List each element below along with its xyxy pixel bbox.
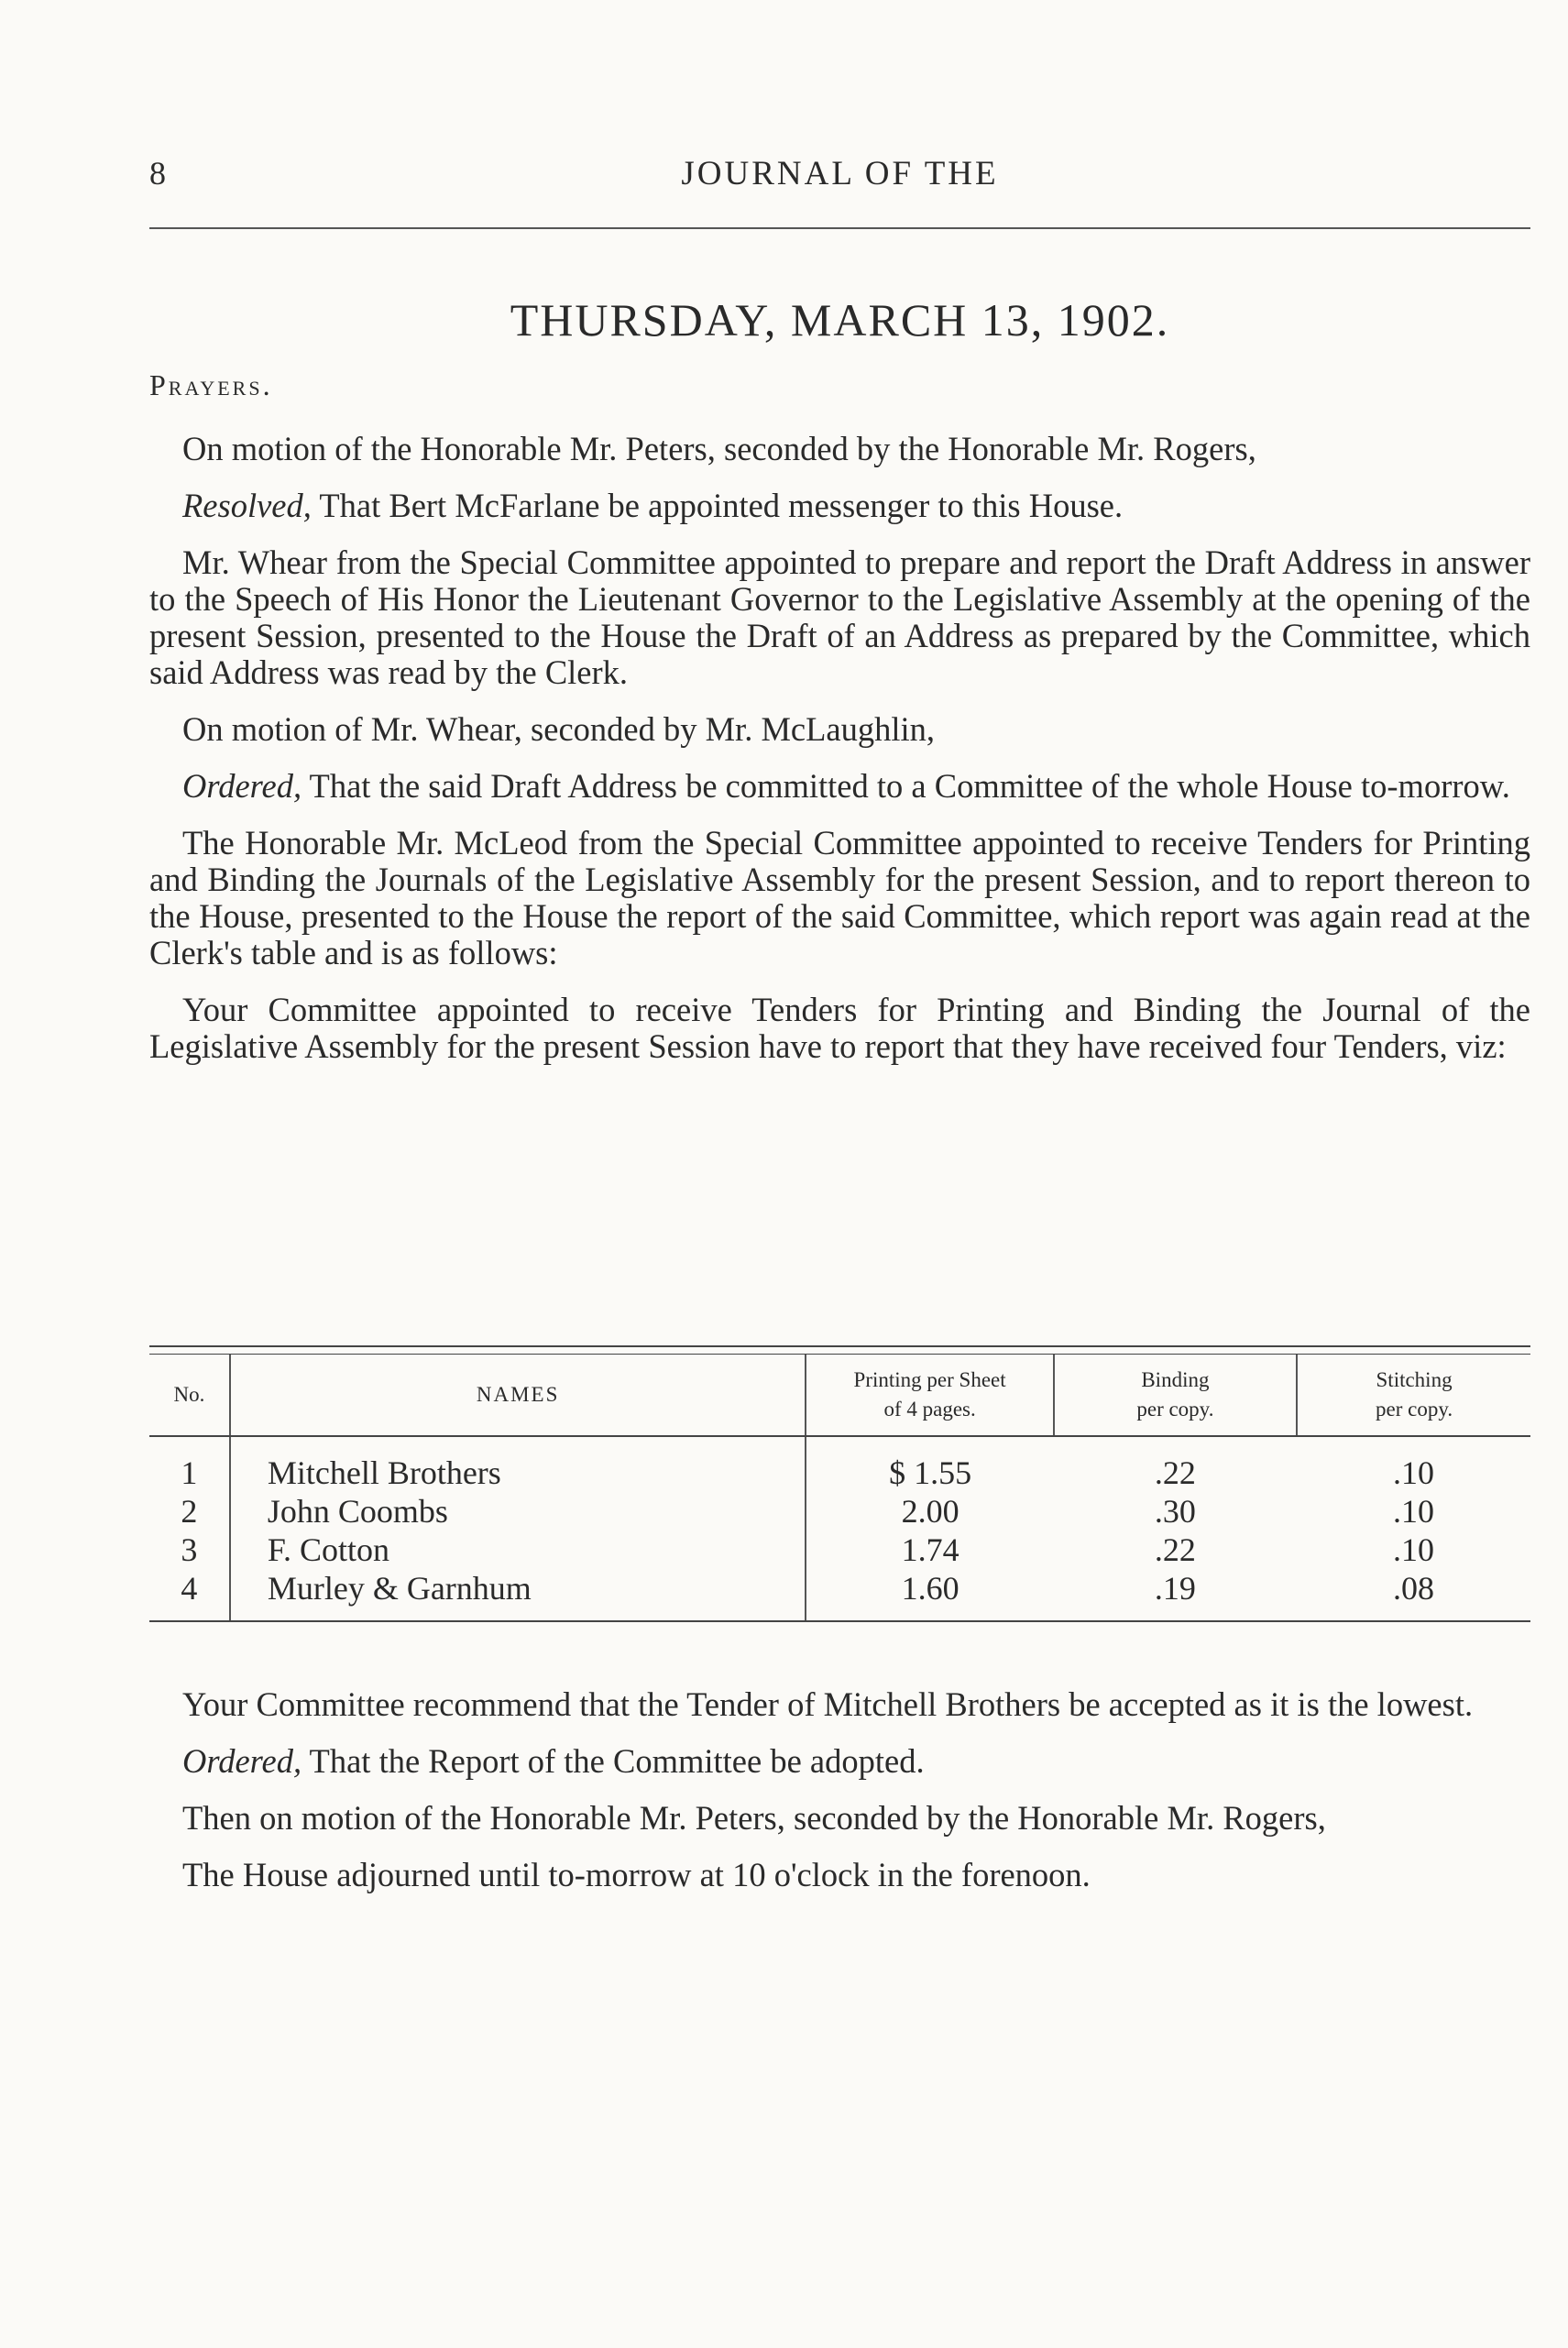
table-row [149, 1436, 1530, 1492]
header-names: NAMES [230, 1355, 806, 1436]
row-no: 2 [181, 1493, 198, 1530]
proceedings-text [149, 431, 1530, 1085]
row-printing: 2.00 [806, 1492, 1053, 1531]
table-row [149, 1492, 1530, 1531]
header-stitching: Stitching per copy. [1297, 1355, 1530, 1436]
paragraph-recommend: Your Committee recommend that the Tender of Mitchell Brothers be accepted as it is the lowest. [182, 1685, 1474, 1723]
running-head [149, 154, 1530, 200]
paragraph-ordered-adopted: Ordered, That the Report of the Committee be adopted. [182, 1742, 925, 1780]
proceedings-text-after [149, 1686, 1530, 1914]
table-header-row [149, 1355, 1530, 1436]
journal-title: JOURNAL OF THE [681, 155, 999, 192]
row-binding: .19 [1054, 1569, 1297, 1621]
table-row [149, 1569, 1530, 1621]
row-no: 1 [181, 1454, 198, 1491]
row-binding: .30 [1154, 1493, 1196, 1530]
table-top-rule [149, 1345, 1530, 1347]
row-stitching: .10 [1393, 1531, 1435, 1568]
paragraph-tenders-report: The Honorable Mr. McLeod from the Special Committee appointed to receive Tenders for Printing and Binding the Journals of the Legislative Assembly for the present Session, and to report thereon to the House, presented to the House the report of the said Committee, which report was again read at the Clerk's table and is as follows: [149, 824, 1530, 971]
date-heading: THURSDAY, MARCH 13, 1902. [510, 294, 1170, 346]
header-rule [149, 227, 1530, 229]
table-row [149, 1531, 1530, 1569]
row-no: 4 [149, 1569, 230, 1621]
paragraph-motion-adjourn: Then on motion of the Honorable Mr. Peters, seconded by the Honorable Mr. Rogers, [182, 1799, 1326, 1837]
paragraph-adjourned: The House adjourned until to-morrow at 10 o'clock in the forenoon. [182, 1856, 1091, 1893]
paragraph-draft-address: Mr. Whear from the Special Committee appointed to prepare and report the Draft Address in answer to the Speech of His Honor the Lieutenant Governor to the Legislative Assembly at the opening of the present Session, presented to the House the Draft of an Address as prepared by the Committee, which said Address was read by the Clerk. [149, 543, 1530, 691]
row-printing: 1.60 [806, 1569, 1053, 1621]
paragraph-motion-whear: On motion of Mr. Whear, seconded by Mr. McLaughlin, [182, 710, 936, 748]
page-number: 8 [149, 155, 166, 192]
row-binding: .22 [1154, 1531, 1196, 1568]
row-no: 3 [181, 1531, 198, 1568]
row-stitching: .10 [1393, 1454, 1435, 1491]
row-printing: 1.74 [806, 1531, 1053, 1569]
paragraph-resolved: Resolved, That Bert McFarlane be appointed messenger to this House. [182, 487, 1124, 524]
row-name: F. Cotton [230, 1531, 806, 1569]
header-printing: Printing per Sheet of 4 pages. [806, 1355, 1053, 1436]
ordered-label: Ordered, [182, 1742, 302, 1780]
header-no: No. [149, 1355, 230, 1436]
row-name: John Coombs [230, 1492, 806, 1531]
row-binding: .22 [1154, 1454, 1196, 1491]
row-stitching: .10 [1393, 1493, 1435, 1530]
row-name: Murley & Garnhum [230, 1569, 806, 1621]
row-name: Mitchell Brothers [230, 1436, 806, 1492]
row-stitching: .08 [1297, 1569, 1530, 1621]
paragraph-motion: On motion of the Honorable Mr. Peters, seconded by the Honorable Mr. Rogers, [182, 430, 1256, 467]
paragraph-committee-report: Your Committee appointed to receive Tenders for Printing and Binding the Journal of the Legislative Assembly for the present Session have to report that they have received four Tenders, viz: [149, 991, 1530, 1065]
header-binding: Binding per copy. [1054, 1355, 1297, 1436]
paragraph-ordered-committed: Ordered, That the said Draft Address be committed to a Committee of the whole House to-morrow. [182, 767, 1510, 805]
prayers-heading: Prayers. [149, 368, 273, 401]
resolved-label: Resolved, [182, 487, 312, 524]
tenders-table [149, 1345, 1530, 1622]
row-printing: $ 1.55 [806, 1436, 1053, 1492]
ordered-label: Ordered, [182, 767, 302, 805]
